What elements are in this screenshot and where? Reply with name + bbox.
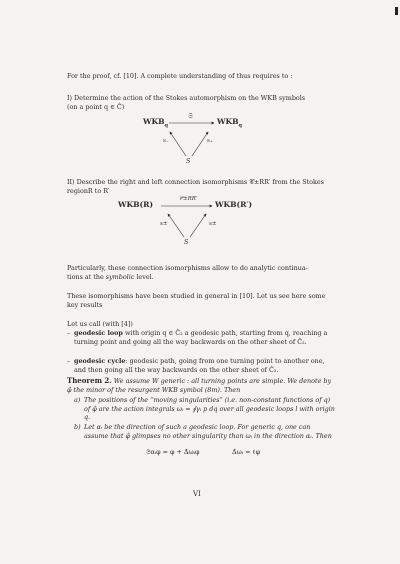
diagram1-right-arrow <box>192 132 208 156</box>
diagram2-left-edge-label: s± <box>160 221 168 227</box>
diagram2-bottom-node: S <box>184 238 189 246</box>
geodesic-loop-bullet: – <box>67 329 71 337</box>
diagram2-right-arrow <box>190 214 206 237</box>
diagram2-right-node: WKB(R′) <box>215 200 253 209</box>
item-b-text: Let αᵢ be the direction of such a geodesic loop. For generic q, one can assume that φ̂ glimpses no other singularity than ωᵢ in the direction αᵢ. Then <box>84 423 332 440</box>
diagram2-left-arrow <box>168 214 184 237</box>
para-particularly-line1: Particularly, these connection isomorphisms allow to do analytic continua- <box>67 264 308 272</box>
page-number: VI <box>193 490 201 498</box>
step2-line2: regionR to R′ <box>67 187 110 195</box>
diagram1-left-node: $WKB_q$ <box>143 117 169 129</box>
step1-line2: (on a point q ∈ Ĉ) <box>67 103 125 111</box>
para-iso-line1: These isomorphisms have been studied in general in [10]. Let us see here some <box>67 292 326 300</box>
diagram2-arrow-label: 𝒞±RR′ <box>179 196 198 202</box>
diagram1-bottom-node: S <box>186 157 191 165</box>
formula-stokes-action: 𝔖αᵢφ = φ + Δ̇ωᵢφ <box>146 448 200 456</box>
diagram1-right-edge-label: s₊ <box>207 138 213 144</box>
formula-alien-derivative: Δ̇ωᵢ = ℓφ <box>232 448 261 456</box>
para-particularly-line2: tions at the symbolic level. <box>67 273 154 281</box>
geodesic-cycle-bullet: – <box>67 357 71 365</box>
diagram1-left-arrow <box>170 132 186 156</box>
geodesic-loop-item: geodesic loop with origin q ∈ Ĉ₂ a geodesic path, starting from q, reaching a turning point and going all the way backwards on the other sheet of Ĉ₂. <box>74 329 328 346</box>
theorem-2: Theorem 2. We assume W generic : all turning points are simple. We denote by φ̂ the minor of the resurgent WKB symbol (8m). Then <box>67 376 332 394</box>
let-us-call-line: Let us call (with [4]) <box>67 320 133 328</box>
item-a-label: a) <box>74 396 81 404</box>
item-b-label: b) <box>74 423 81 431</box>
diagram1-left-edge-label: s₋ <box>163 138 169 144</box>
step2-line1: II) Describe the right and left connection isomorphisms 𝒞±RR′ from the Stokes <box>67 178 324 186</box>
intro-line: For the proof, cf. [10]. A complete understanding of thus requires to : <box>67 72 293 80</box>
diagram1-arrow-label: 𝔖 <box>188 112 193 120</box>
item-a-text: The positions of the “moving singularities” (i.e. non-constant functions of q) of φ̂ are the action integrals ωᵢ = ∮γᵢ p dq over all geodesic loops l with origin q. <box>84 396 335 422</box>
diagram2-right-edge-label: s± <box>209 221 217 227</box>
diagram1-right-node: $WKB_q$ <box>217 117 243 129</box>
para-iso-line2: key results <box>67 301 103 309</box>
diagram2-left-node: WKB(R) <box>118 200 154 209</box>
geodesic-cycle-item: geodesic cycle: geodesic path, going from one turning point to another one, and then going all the way backwards on the other sheet of Ĉ₂. <box>74 357 325 374</box>
step1-line1: I) Determine the action of the Stokes automorphism on the WKB symbols <box>67 94 306 102</box>
